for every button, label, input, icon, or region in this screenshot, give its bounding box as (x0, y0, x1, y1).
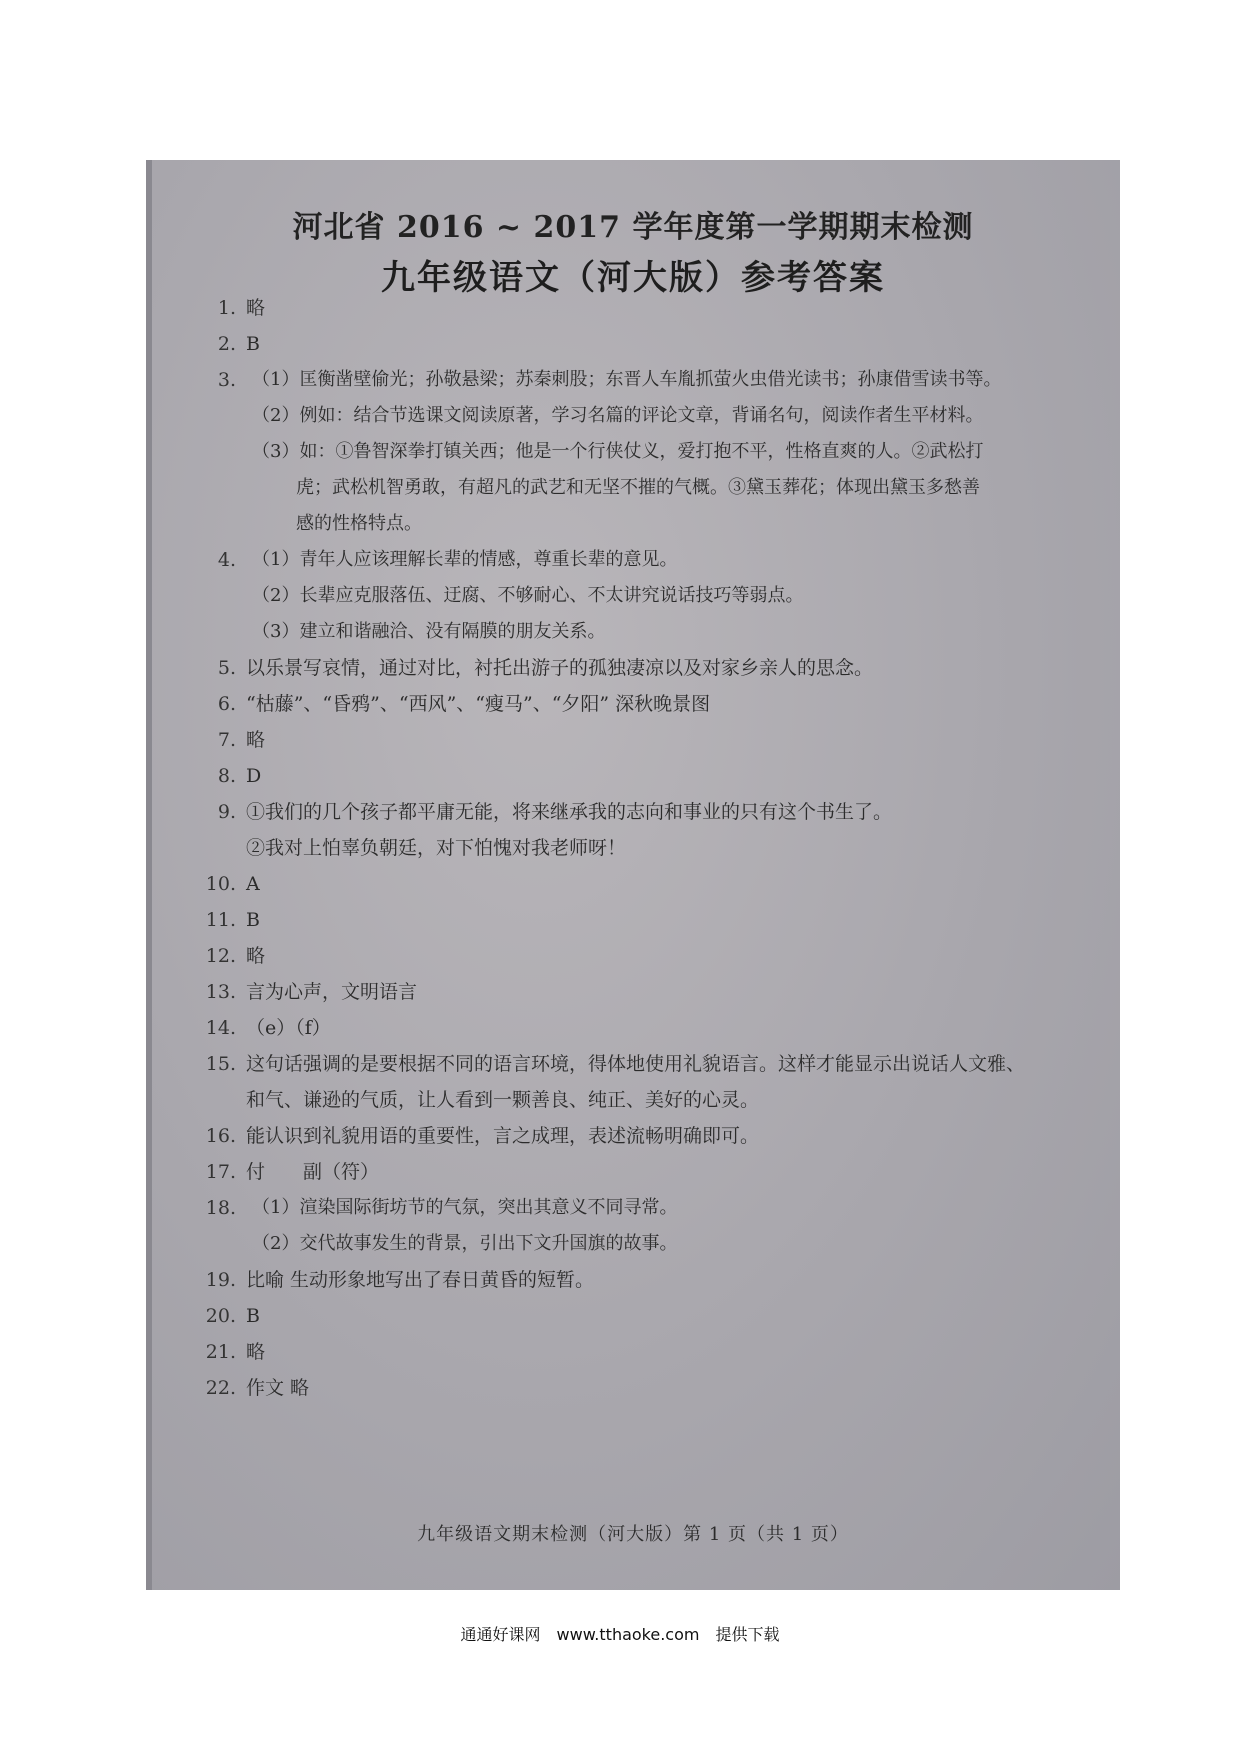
answer-body (246, 1370, 1094, 1406)
answer-body (246, 542, 1094, 650)
answer-line: 以乐景写哀情，通过对比，衬托出游子的孤独凄凉以及对家乡亲人的思念。 (246, 657, 874, 679)
answer-line: B (246, 1305, 260, 1327)
answer-item (194, 1298, 1094, 1334)
answer-number: 7. (217, 729, 236, 751)
answer-line: 作文 略 (246, 1377, 310, 1399)
answer-line: （2）例如：结合节选课文阅读原著，学习名篇的评论文章，背诵名句，阅读作者生平材料。 (252, 405, 984, 426)
answer-number: 14. (205, 1017, 236, 1039)
answer-body (246, 902, 1094, 938)
answer-line: （3）如：①鲁智深拳打镇关西；他是一个行侠仗义，爱打抱不平，性格直爽的人。②武松打 (252, 441, 984, 462)
answer-line: 付 副（符） (246, 1161, 380, 1183)
answer-line: 这句话强调的是要根据不同的语言环境，得体地使用礼貌语言。这样才能显示出说话人文雅、 (246, 1053, 1026, 1075)
answer-body (246, 938, 1094, 974)
answer-line: （e）（f） (246, 1017, 331, 1039)
answer-number: 10. (205, 873, 236, 895)
answer-line: B (246, 909, 260, 931)
answer-number: 12. (205, 945, 236, 967)
answer-body (246, 1118, 1094, 1154)
answer-body (246, 686, 1094, 722)
answer-body (246, 974, 1094, 1010)
answer-item (194, 1370, 1094, 1406)
answer-line: ②我对上怕辜负朝廷，对下怕愧对我老师呀！ (246, 837, 627, 859)
answer-line: （2）交代故事发生的背景，引出下文升国旗的故事。 (252, 1233, 678, 1254)
answer-body (246, 1046, 1094, 1118)
answer-item (194, 1190, 1094, 1262)
answer-list (194, 290, 1094, 1406)
answer-line: 略 (246, 297, 266, 319)
answer-line: “枯藤”、“昏鸦”、“西风”、“瘦马”、“夕阳” 深秋晚景图 (246, 693, 711, 715)
answer-item (194, 290, 1094, 326)
answer-line: 略 (246, 945, 266, 967)
answer-number: 17. (205, 1161, 236, 1183)
answer-number: 22. (205, 1377, 236, 1399)
answer-item (194, 1118, 1094, 1154)
answer-line: （3）建立和谐融洽、没有隔膜的朋友关系。 (252, 621, 606, 642)
answer-number: 4. (217, 549, 236, 571)
answer-body (246, 758, 1094, 794)
answer-number: 1. (217, 297, 236, 319)
answer-body (246, 1334, 1094, 1370)
answer-item (194, 542, 1094, 650)
answer-item (194, 362, 1094, 542)
answer-number: 18. (205, 1197, 236, 1219)
answer-body (246, 290, 1094, 326)
answer-body (246, 650, 1094, 686)
answer-number: 11. (205, 909, 236, 931)
answer-item (194, 758, 1094, 794)
answer-body (246, 326, 1094, 362)
answer-item (194, 938, 1094, 974)
answer-line: B (246, 333, 260, 355)
answer-number: 2. (217, 333, 236, 355)
answer-line: （2）长辈应克服落伍、迂腐、不够耐心、不太讲究说话技巧等弱点。 (252, 585, 804, 606)
answer-item (194, 1334, 1094, 1370)
answer-number: 21. (205, 1341, 236, 1363)
answer-line: A (246, 873, 260, 895)
answer-line: 略 (246, 1341, 266, 1363)
paper-shadow-edge (146, 160, 152, 1590)
document-subtitle: 九年级语文（河大版）参考答案 (381, 258, 885, 298)
answer-item (194, 794, 1094, 866)
answer-item (194, 686, 1094, 722)
answer-line: 略 (246, 729, 266, 751)
answer-line: 和气、谦逊的气质，让人看到一颗善良、纯正、美好的心灵。 (246, 1089, 760, 1111)
answer-item (194, 1010, 1094, 1046)
scanned-answer-sheet (146, 160, 1120, 1590)
answer-body (246, 362, 1094, 542)
answer-item (194, 1262, 1094, 1298)
answer-number: 5. (217, 657, 236, 679)
answer-body (246, 722, 1094, 758)
answer-line: 比喻 生动形象地写出了春日黄昏的短暂。 (246, 1269, 595, 1291)
answer-line: 虎；武松机智勇敢，有超凡的武艺和无坚不摧的气概。③黛玉葬花；体现出黛玉多愁善 (296, 477, 980, 498)
answer-number: 9. (217, 801, 236, 823)
answer-line: 感的性格特点。 (296, 513, 422, 534)
answer-item (194, 1046, 1094, 1118)
answer-body (246, 866, 1094, 902)
answer-line: 言为心声，文明语言 (246, 981, 418, 1003)
page-footer: 九年级语文期末检测（河大版）第 1 页（共 1 页） (417, 1524, 849, 1545)
answer-body (246, 794, 1094, 866)
answer-item (194, 902, 1094, 938)
answer-number: 16. (205, 1125, 236, 1147)
answer-line: （1）青年人应该理解长辈的情感，尊重长辈的意见。 (252, 549, 678, 570)
answer-number: 19. (205, 1269, 236, 1291)
answer-line: （1）渲染国际街坊节的气氛，突出其意义不同寻常。 (252, 1197, 678, 1218)
answer-number: 13. (205, 981, 236, 1003)
answer-item (194, 650, 1094, 686)
answer-item (194, 1154, 1094, 1190)
answer-line: D (246, 765, 262, 787)
answer-body (246, 1190, 1094, 1262)
answer-item (194, 866, 1094, 902)
download-credit: 通通好课网 www.tthaoke.com 提供下载 (460, 1625, 780, 1644)
answer-item (194, 326, 1094, 362)
answer-number: 6. (217, 693, 236, 715)
answer-item (194, 974, 1094, 1010)
answer-body (246, 1262, 1094, 1298)
answer-body (246, 1298, 1094, 1334)
answer-number: 20. (205, 1305, 236, 1327)
answer-item (194, 722, 1094, 758)
answer-body (246, 1010, 1094, 1046)
answer-line: （1）匡衡凿壁偷光；孙敬悬梁；苏秦刺股；东晋人车胤抓萤火虫借光读书；孙康借雪读书等。 (252, 369, 1002, 390)
answer-number: 8. (217, 765, 236, 787)
answer-number: 15. (205, 1053, 236, 1075)
answer-line: 能认识到礼貌用语的重要性，言之成理，表述流畅明确即可。 (246, 1125, 760, 1147)
answer-body (246, 1154, 1094, 1190)
answer-line: ①我们的几个孩子都平庸无能，将来继承我的志向和事业的只有这个书生了。 (246, 801, 893, 823)
document-title: 河北省 2016 ~ 2017 学年度第一学期期末检测 (292, 210, 974, 245)
answer-number: 3. (217, 369, 236, 391)
